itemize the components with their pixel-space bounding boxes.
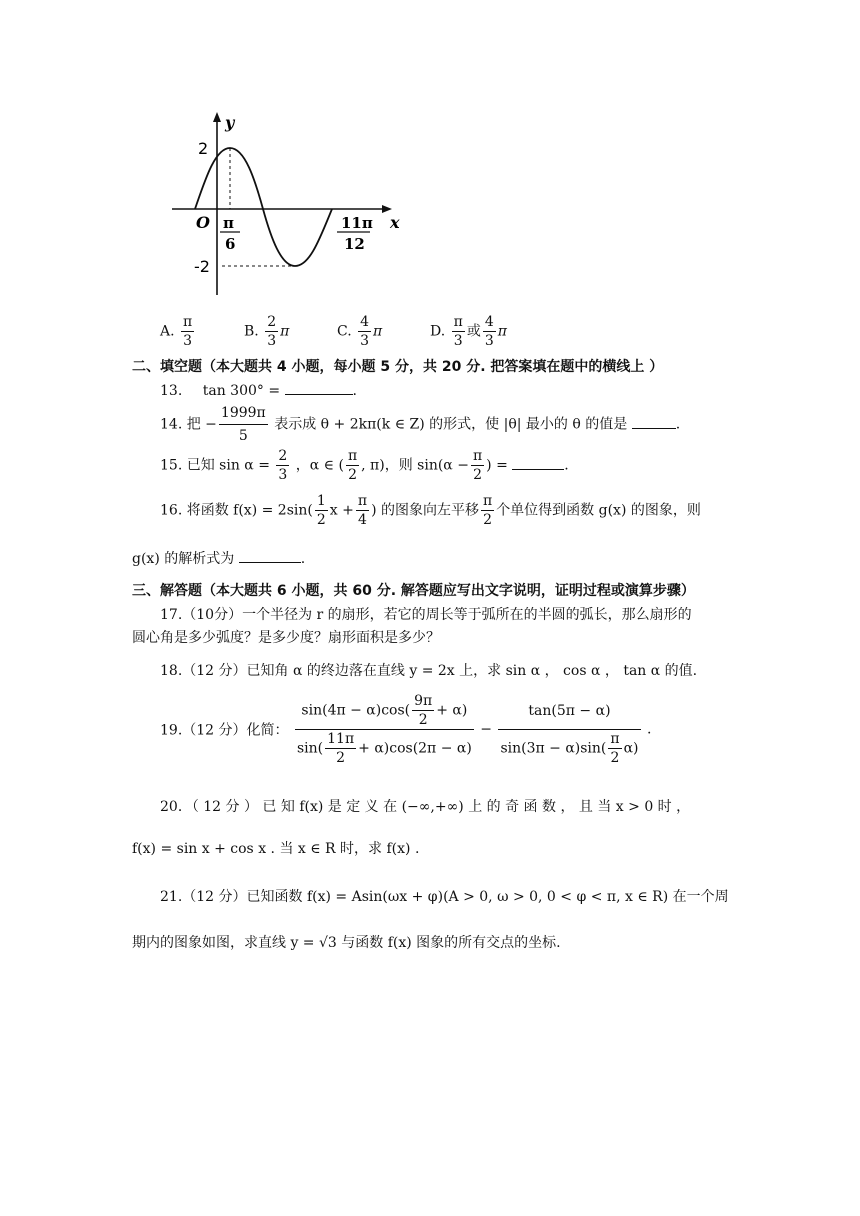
q19-lead: 19.（12 分）化简：	[160, 722, 289, 739]
q15-d2: 2	[348, 467, 358, 483]
q19-f1-den-fd: 2	[336, 750, 346, 766]
trough-value-label: -2	[194, 257, 210, 276]
question-19	[160, 692, 651, 767]
q14-num: 1999π	[219, 402, 268, 425]
option-c-label: C.	[337, 323, 352, 340]
q15-mid2: , π)，则 sin(α −	[361, 457, 469, 474]
q15-frac1	[276, 447, 289, 484]
option-d-or: 或	[466, 323, 481, 340]
option-b	[244, 313, 289, 350]
question-16-line2	[132, 548, 305, 568]
option-d-fraction2	[483, 313, 496, 350]
option-a	[160, 313, 196, 350]
q15-frac3	[471, 447, 484, 484]
option-d-num1: π	[453, 314, 463, 330]
sine-curve	[195, 148, 332, 266]
section2-title: 二、填空题（本大题共 4 小题，每小题 5 分，共 20 分. 把答案填在题中的横线上 ）	[132, 359, 664, 375]
tick2-numerator: 11π	[341, 214, 373, 232]
q16-n1: 1	[316, 493, 326, 509]
q19-f2-den-frac	[608, 730, 621, 767]
origin-label: O	[196, 213, 210, 232]
option-a-label: A.	[160, 323, 175, 340]
q19-f1-den-a: sin(	[296, 740, 324, 757]
q14-end: .	[675, 416, 681, 433]
q15-n1: 2	[278, 448, 288, 464]
question-15	[160, 447, 569, 484]
q14-lead: 14. 把	[160, 416, 201, 433]
q19-end: .	[646, 721, 652, 738]
sine-graph-figure	[160, 110, 420, 300]
option-d-num2: 4	[484, 314, 494, 330]
option-b-tail: π	[280, 323, 290, 340]
q19-f2-denominator	[498, 730, 640, 767]
option-b-fraction	[265, 313, 278, 350]
question-21-line1: 21.（12 分）已知函数 f(x) = Asin(ωx + φ)(A > 0, ω > 0, 0 < φ < π, x ∈ R) 在一个周	[160, 889, 729, 905]
q15-end: .	[564, 457, 569, 474]
q19-f2-den-fd: 2	[610, 749, 620, 766]
tick2-denominator: 12	[344, 235, 365, 253]
q14-minus: −	[205, 416, 217, 433]
option-b-num: 2	[267, 314, 277, 330]
q16-end: .	[300, 551, 306, 567]
q19-f1-num-frac	[412, 692, 434, 729]
q19-f1-num-fn: 9π	[414, 693, 433, 709]
q16-d3: 2	[483, 512, 493, 528]
q19-f1-num-b: + α)	[436, 702, 468, 719]
q19-fraction1	[295, 692, 474, 767]
q19-f1-den-fn: 11π	[327, 731, 355, 747]
q16-d1: 2	[316, 512, 326, 528]
q19-f1-denominator	[295, 730, 474, 767]
q16-frac3	[481, 492, 494, 529]
option-c-tail: π	[373, 323, 383, 340]
q19-f1-den-b: + α)cos(2π − α)	[358, 740, 472, 757]
q16-n3: π	[482, 493, 493, 509]
option-c	[337, 313, 382, 350]
q15-n2: π	[347, 448, 358, 464]
q16-lead: 16. 将函数 f(x) = 2sin(	[160, 502, 313, 519]
tick1-numerator: π	[223, 214, 234, 232]
q19-f2-den-b: α)	[623, 740, 639, 756]
y-axis-label: y	[225, 113, 235, 132]
q19-f1-den-frac	[325, 730, 356, 767]
q19-f2-den-a: sin(3π − α)sin(	[500, 740, 607, 756]
q16-frac1	[315, 492, 328, 529]
q14-den: 5	[238, 428, 248, 444]
q15-d1: 3	[278, 467, 288, 483]
x-axis-arrow	[382, 205, 392, 213]
q15-lead: 15. 已知 sin α =	[160, 457, 270, 474]
question-13	[160, 380, 357, 399]
option-c-den: 3	[360, 333, 370, 349]
option-d-tail: π	[497, 323, 507, 340]
option-a-den: 3	[183, 333, 193, 349]
question-20-line2: f(x) = sin x + cos x . 当 x ∈ R 时，求 f(x) .	[132, 841, 420, 857]
option-d-den2: 3	[484, 333, 494, 349]
q15-answer-blank[interactable]	[512, 455, 564, 470]
q14-fraction	[219, 402, 268, 447]
q13-expr: tan 300° =	[202, 383, 281, 399]
question-17-line1: 17.（10分）一个半径为 r 的扇形，若它的周长等于弧所在的半圆的弧长，那么扇形的	[160, 607, 692, 623]
section3-title: 三、解答题（本大题共 6 小题，共 60 分. 解答题应写出文字说明，证明过程或演算步骤）	[132, 583, 695, 599]
q19-fraction2	[498, 693, 640, 767]
q15-d3: 2	[473, 467, 483, 483]
option-d-label: D.	[430, 323, 446, 340]
q19-f2-numerator: tan(5π − α)	[498, 693, 640, 730]
q19-minus: −	[480, 721, 492, 738]
q16-d2: 4	[358, 512, 367, 528]
q16-frac2	[356, 492, 369, 529]
question-17-line2: 圆心角是多少弧度？是多少度？扇形面积是多少？	[132, 630, 440, 646]
q15-frac2	[346, 447, 359, 484]
q15-mid3: ) =	[486, 457, 508, 474]
option-c-num: 4	[360, 314, 370, 330]
q19-f2-den-fn: π	[610, 730, 620, 747]
tick1-denominator: 6	[225, 235, 236, 253]
q14-answer-blank[interactable]	[632, 414, 676, 429]
option-a-num: π	[183, 314, 193, 330]
option-d-den1: 3	[453, 333, 463, 349]
x-axis-label: x	[390, 213, 400, 232]
option-c-fraction	[358, 313, 371, 350]
q14-mid: 表示成 θ + 2kπ(k ∈ Z) 的形式，使 |θ| 最小的 θ 的值是	[274, 416, 628, 433]
option-b-label: B.	[244, 323, 259, 340]
peak-value-label: 2	[198, 139, 209, 158]
q16-mid1: x +	[329, 502, 354, 519]
question-20-line1: 20．（ 12 分 ） 已 知 f(x) 是 定 义 在 (−∞,+∞) 上 的 奇 函 数 ， 且 当 x > 0 时 ，	[160, 799, 691, 815]
q19-f1-num-fd: 2	[418, 712, 428, 728]
question-14	[160, 402, 680, 447]
option-a-fraction	[181, 313, 194, 350]
option-d	[430, 313, 507, 350]
q13-answer-blank[interactable]	[285, 380, 353, 395]
q15-n3: π	[472, 448, 483, 464]
question-16	[160, 492, 701, 529]
y-axis-arrow	[213, 112, 221, 122]
q16-answer-blank[interactable]	[239, 548, 301, 563]
q16-mid3: 个单位得到函数 g(x) 的图象，则	[496, 502, 701, 519]
q13-end: .	[352, 383, 357, 399]
q19-f1-num-a: sin(4π − α)cos(	[301, 702, 411, 719]
q13-number-expr: 13.	[160, 383, 183, 399]
question-21-line2: 期内的图象如图，求直线 y = √3 与函数 f(x) 图象的所有交点的坐标.	[132, 935, 561, 951]
question-18: 18.（12 分）已知角 α 的终边落在直线 y = 2x 上，求 sin α ， cos α ， tan α 的值.	[160, 663, 698, 679]
q16-mid2: ) 的图象向左平移	[371, 502, 479, 519]
option-d-fraction1	[452, 313, 465, 350]
q15-mid1: ，α ∈ (	[295, 457, 344, 474]
q16-n2: π	[357, 493, 368, 509]
option-b-den: 3	[267, 333, 277, 349]
q16-line2: g(x) 的解析式为	[132, 551, 235, 567]
q19-f1-numerator	[295, 692, 474, 730]
